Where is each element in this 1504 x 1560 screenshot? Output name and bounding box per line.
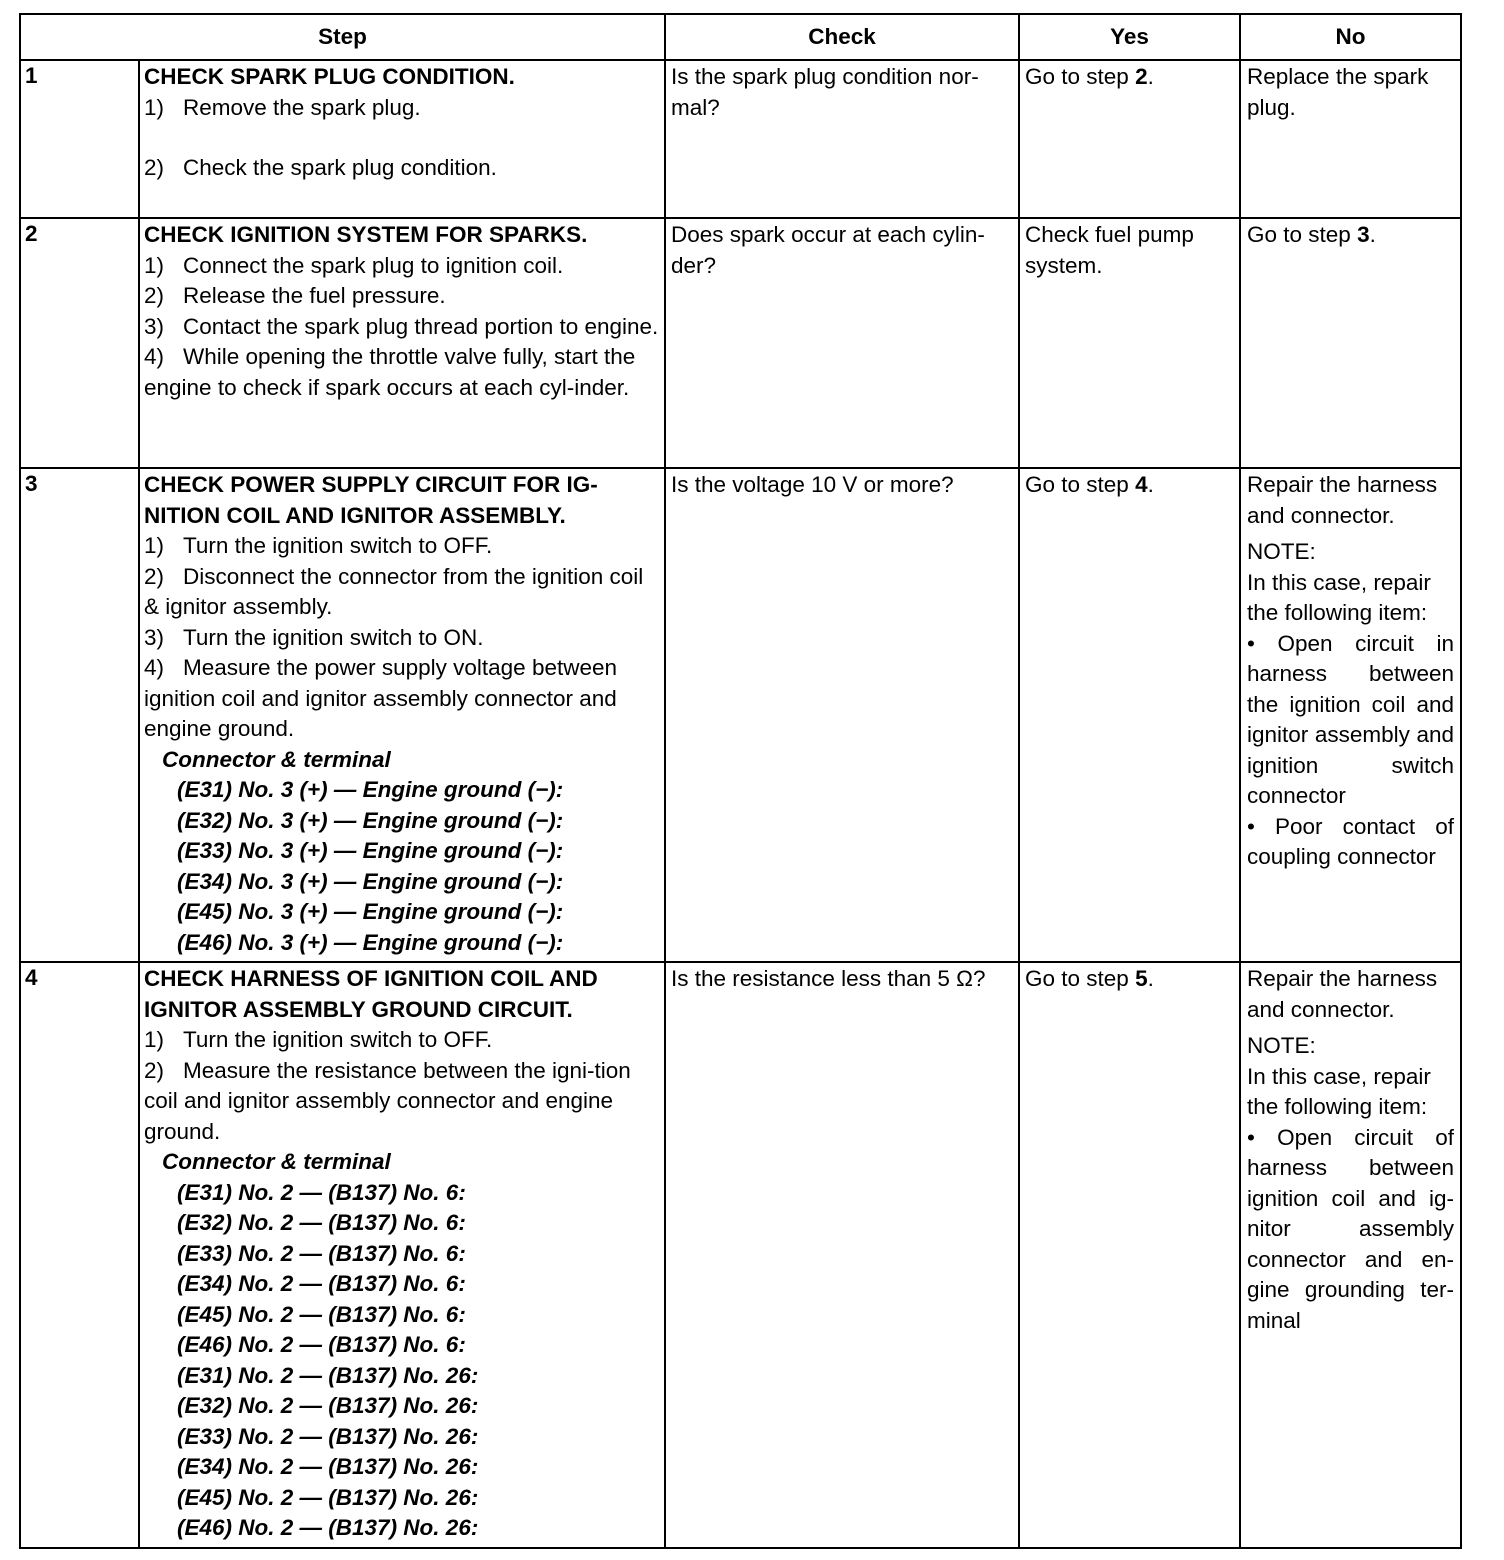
connector-terminal: (E32) No. 2 — (B137) No. 26: (177, 1393, 479, 1418)
no-cell (1240, 468, 1461, 962)
step-title: CHECK IGNITION SYSTEM FOR SPARKS. (144, 222, 588, 247)
connector-terminal: (E33) No. 2 — (B137) No. 6: (177, 1240, 466, 1266)
check-cell: Does spark occur at each cylin-der? (665, 218, 1019, 468)
check-cell: Is the spark plug condition nor-mal? (665, 60, 1019, 218)
step-number: 2 (20, 218, 139, 468)
diagnostic-table (19, 13, 1462, 1549)
connector-terminal: (E45) No. 2 — (B137) No. 26: (177, 1484, 479, 1510)
sub-step: 3) Contact the spark plug thread portion to engine. (144, 313, 659, 339)
table-row (20, 468, 1461, 962)
yes-cell: Go to step 2. (1019, 60, 1240, 218)
step-title: CHECK HARNESS OF IGNITION COIL AND IGNITOR ASSEMBLY GROUND CIRCUIT. (144, 966, 598, 1022)
connector-terminal: (E45) No. 3 (+) — Engine ground (−): (177, 899, 564, 924)
yes-cell: Check fuel pump system. (1019, 218, 1240, 468)
connector-terminal: (E31) No. 2 — (B137) No. 26: (177, 1362, 479, 1388)
step-number: 4 (20, 962, 139, 1548)
note-text: In this case, repair the following item: (1247, 1063, 1431, 1119)
connector-terminal: (E46) No. 2 — (B137) No. 6: (177, 1332, 466, 1357)
sub-step: 1) Turn the ignition switch to OFF. (144, 533, 493, 558)
sub-step: 2) Measure the resistance between the igni-tion coil and ignitor assembly connector and engine ground. (144, 1057, 631, 1144)
step-title: CHECK POWER SUPPLY CIRCUIT FOR IG-NITION COIL AND IGNITOR ASSEMBLY. (144, 472, 598, 528)
note-text: In this case, repair the following item: (1247, 569, 1431, 625)
table-row (20, 218, 1461, 468)
sub-step: 4) While opening the throttle valve fully, start the engine to check if spark occurs at each cyl-inder. (144, 344, 636, 400)
sub-step: 4) Measure the power supply voltage between ignition coil and ignitor assembly connector and engine ground. (144, 655, 618, 741)
yes-cell: Go to step 5. (1019, 962, 1240, 1548)
note-bullet: • Poor contact of coupling connector (1247, 813, 1455, 869)
table-row (20, 962, 1461, 1548)
no-action: Repair the harness and connector. (1247, 472, 1438, 528)
yes-cell: Go to step 4. (1019, 468, 1240, 962)
check-cell: Is the resistance less than 5 Ω? (665, 962, 1019, 1548)
step-cell (139, 218, 665, 468)
header-check: Check (665, 14, 1019, 60)
sub-step: 1) Turn the ignition switch to OFF. (144, 1027, 493, 1052)
sub-step: 1) Connect the spark plug to ignition coil. (144, 252, 564, 278)
note-bullet: • Open circuit of harness between ignition coil and ig-nitor assembly connector and en-gine grounding ter-minal (1247, 1124, 1455, 1333)
no-cell: Go to step 3. (1240, 218, 1461, 468)
note-label: NOTE: (1247, 1033, 1316, 1058)
table-row (20, 60, 1461, 218)
connector-terminal: (E46) No. 3 (+) — Engine ground (−): (177, 929, 564, 955)
connector-terminal: (E32) No. 3 (+) — Engine ground (−): (177, 807, 564, 833)
no-action: Repair the harness and connector. (1247, 966, 1438, 1022)
connector-terminal: (E34) No. 3 (+) — Engine ground (−): (177, 868, 564, 894)
no-cell (1240, 962, 1461, 1548)
step-cell (139, 60, 665, 218)
header-yes: Yes (1019, 14, 1240, 60)
connector-terminal: (E34) No. 2 — (B137) No. 26: (177, 1454, 479, 1479)
sub-step: 2) Disconnect the connector from the ignition coil & ignitor assembly. (144, 563, 644, 619)
sub-step: 2) Release the fuel pressure. (144, 283, 446, 308)
header-row (20, 14, 1461, 60)
connector-terminal: (E46) No. 2 — (B137) No. 26: (177, 1515, 479, 1540)
step-number: 3 (20, 468, 139, 962)
header-no: No (1240, 14, 1461, 60)
connector-terminal: (E31) No. 2 — (B137) No. 6: (177, 1179, 466, 1205)
no-cell: Replace the spark plug. (1240, 60, 1461, 218)
step-title: CHECK SPARK PLUG CONDITION. (144, 64, 515, 89)
check-cell: Is the voltage 10 V or more? (665, 468, 1019, 962)
connector-terminal: (E33) No. 3 (+) — Engine ground (−): (177, 838, 564, 863)
connector-terminal: (E45) No. 2 — (B137) No. 6: (177, 1301, 466, 1327)
step-number: 1 (20, 60, 139, 218)
note-bullet: • Open circuit in harness between the ignition coil and ignitor assembly and ignition switch connector (1247, 630, 1455, 808)
note-label: NOTE: (1247, 539, 1316, 564)
connector-terminal-heading: Connector & terminal (162, 746, 391, 772)
connector-terminal: (E34) No. 2 — (B137) No. 6: (177, 1271, 466, 1296)
connector-terminal: (E32) No. 2 — (B137) No. 6: (177, 1210, 466, 1235)
connector-terminal-heading: Connector & terminal (162, 1149, 391, 1174)
header-step: Step (20, 14, 665, 60)
sub-step: 2) Check the spark plug condition. (144, 155, 497, 180)
step-cell (139, 468, 665, 962)
connector-terminal: (E33) No. 2 — (B137) No. 26: (177, 1423, 479, 1449)
sub-step: 3) Turn the ignition switch to ON. (144, 624, 484, 650)
sub-step: 1) Remove the spark plug. (144, 94, 421, 120)
step-cell (139, 962, 665, 1548)
connector-terminal: (E31) No. 3 (+) — Engine ground (−): (177, 777, 564, 802)
